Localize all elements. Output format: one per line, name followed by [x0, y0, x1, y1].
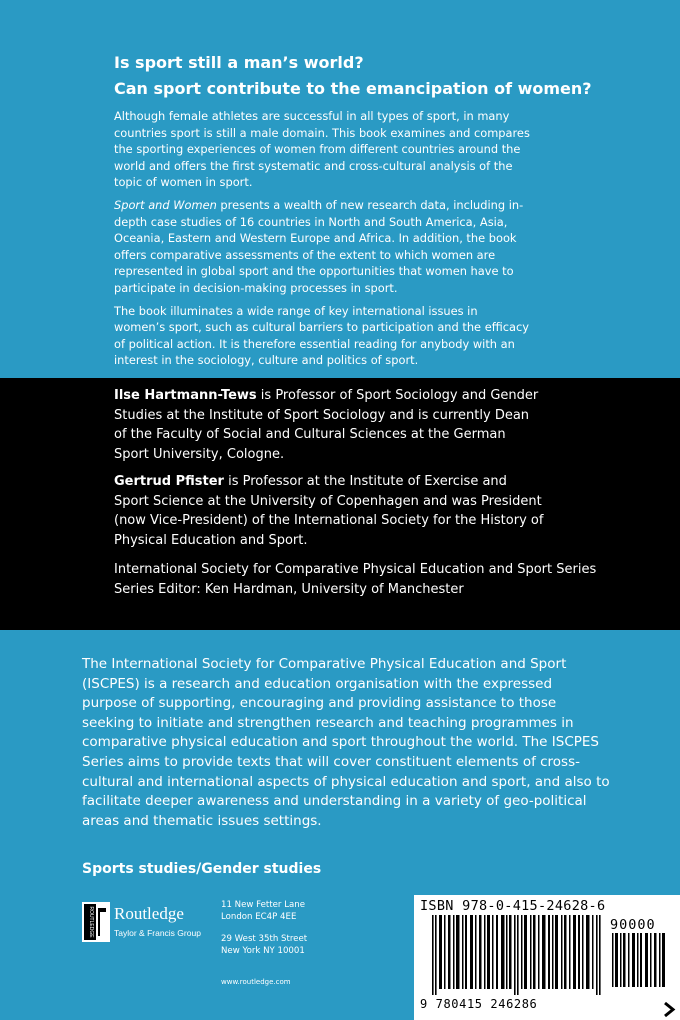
author-bio-text-2: is Professor at the Institute of Exercise and Sport Science at the University of Copenhagen and was President (now Vice-President) of the International Society for the History of Physical Education and Sport. [114, 474, 544, 548]
description-paragraph-1: Although female athletes are successful in all types of sport, in many countries sport is still a male domain. This book examines and compares the sporting experiences of women from different countries around the world and offers the first systematic and cross-cultural analysis of the topic of women in sport. [114, 109, 530, 190]
address-us-line-2: New York NY 10001 [221, 945, 305, 956]
book-title-italic: Sport and Women [114, 197, 217, 212]
routledge-logo-icon [82, 902, 110, 942]
iscpes-description: The International Society for Comparative Physical Education and Sport (ISCPES) is a research and education organisation with the expressed purpose of supporting, encouraging and providing assistance to those seeking to initiate and strengthen research and teaching programmes in comparative physical education and sport throughout the world. The ISCPES Series aims to provide texts that will cover constituent elements of cross-cultural and international aspects of physical education and sport, and also to facilitate deeper awareness and understanding in a variety of geo-political areas and thematic issues settings. [82, 656, 610, 829]
series-info [114, 560, 597, 599]
publisher-group: Taylor & Francis Group [114, 928, 201, 938]
publisher-address [221, 900, 307, 957]
book-description [114, 108, 532, 375]
headline-question-2: Can sport contribute to the emancipation of women? [114, 79, 592, 98]
corner-chevron-icon [661, 999, 680, 1020]
isbn-label: ISBN 978-0-415-24628-6 [420, 898, 606, 914]
publisher-logo [78, 898, 218, 948]
author-bio-2 [114, 472, 544, 550]
author-name-2: Gertrud Pfister [114, 474, 224, 489]
headline [114, 50, 654, 102]
description-paragraph-3: The book illuminates a wide range of key international issues in women’s sport, such as cultural barriers to participation and the efficacy of political action. It is therefore essential reading for anybody with an interest in the sociology, culture and politics of sport. [114, 303, 529, 368]
series-editor: Series Editor: Ken Hardman, University of Manchester [114, 581, 464, 597]
publisher-name: Routledge [114, 904, 184, 923]
author-bio-text-1: is Professor of Sport Sociology and Gender Studies at the Institute of Sport Sociology and is currently Dean of the Faculty of Social and Cultural Sciences at the German Sport University, Cologne. [114, 388, 539, 462]
ean-digits: 9 780415 246286 [420, 997, 538, 1011]
author-bio-1 [114, 386, 544, 464]
address-us-line-1: 29 West 35th Street [221, 934, 308, 945]
logo-vertical-text: ROUTLEDGE [88, 906, 94, 938]
author-name-1: Ilse Hartmann-Tews [114, 388, 257, 403]
address-uk-line-1: 11 New Fetter Lane [221, 900, 305, 910]
subject-category: Sports studies/Gender studies [82, 861, 322, 877]
address-uk-line-2: London EC4P 4EE [221, 911, 297, 922]
description-paragraph-2 [114, 197, 532, 297]
barcode-panel [414, 895, 680, 1020]
description-paragraph-2-text: presents a wealth of new research data, including in-depth case studies of 16 countries in North and South America, Asia, Oceania, Eastern and Western Europe and Africa. In addition, the book offers comparative assessments of the extent to which women are represented in global sport and the opportunities that women have to participate in decision-making processes in sport. [114, 197, 524, 295]
headline-question-1: Is sport still a man’s world? [114, 53, 364, 72]
price-addon-digits: 90000 [610, 917, 656, 933]
publisher-website: www.routledge.com [221, 978, 291, 986]
series-name: International Society for Comparative Physical Education and Sport Series [114, 562, 597, 577]
